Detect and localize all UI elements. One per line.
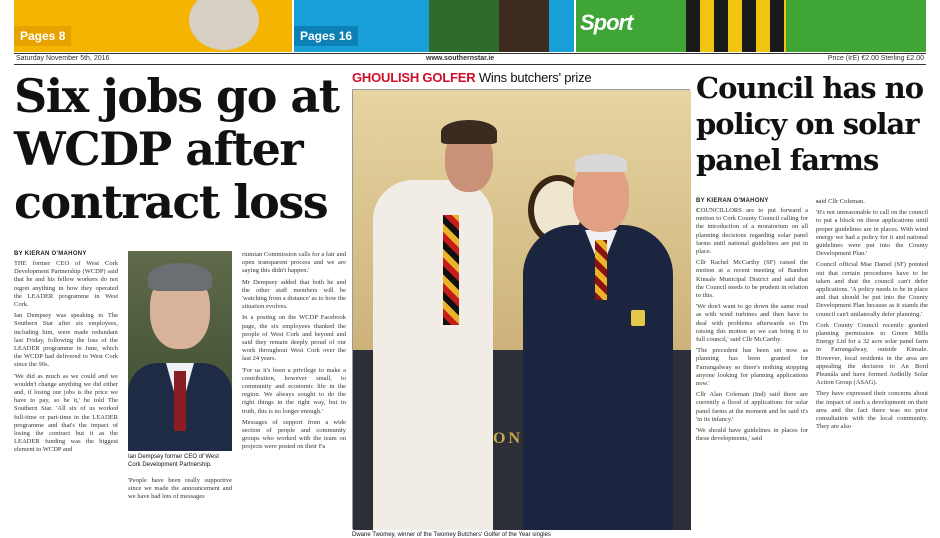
left-byline: BY KIERAN O'MAHONY — [14, 251, 87, 257]
ian-photo-caption: Ian Dempsey former CEO of West Cork Development Partnership. — [128, 454, 219, 468]
left-c3-para-1: riumian Commission calls for a fair and open transparent process and we are saying this didn't happen.' — [242, 251, 346, 275]
right-para-2: Cllr Rachel McCarthy (SF) raised the motion at a recent meeting of Bandon Kinsale Municipal District and said that the Council needs to be prudent in relation to this. — [696, 259, 808, 300]
left-headline[interactable]: Six jobs go at WCDP after contract loss — [14, 69, 339, 229]
right-c2-para-2: 'It's not unreasonable to call on the council to put a block on these applications until proper guidelines are in places. With wind energy we had a policy for it and national guidelines were put into the County Development Plan.' — [816, 209, 928, 258]
right-para-1: COUNCILLORS are to put forward a motion to Cork County Council calling for the introduction of a moratorium on all planning decisions regarding solar panel farms until national guidelines are put in place. — [696, 207, 808, 256]
right-story-col-2 — [816, 198, 928, 434]
golfer-photo[interactable] — [352, 89, 690, 529]
left-story — [14, 69, 346, 501]
left-para-2: Ian Dempsey was speaking to The Southern Star after six employees, including him, were made redundant last Friday, following the loss of the LEADER programme in June, which the WCDP had delivered to West Cork since the 90s. — [14, 312, 118, 369]
price: Price (IrE) €2.00 Sterling £2.00 — [827, 55, 924, 62]
right-story-col-1 — [696, 198, 808, 446]
right-c2-para-3: Council official Mae Daniel (SF) pointed out that certain procedures have to be taken and that the council can't defer applications. 'A policy needs to be in place and that should be put into the County Development Plan because as it stands the council can't unilaterally defer planning.' — [816, 261, 928, 318]
sport-label: Sport — [580, 10, 633, 35]
right-story — [696, 70, 928, 443]
issue-date: Saturday November 5th, 2016 — [16, 55, 110, 62]
right-para-4: 'The precedent has been set now as planning has been granted for Farrangalway so there's nothing stopping anyone looking for planning applications now.' — [696, 347, 808, 388]
ian-dempsey-photo — [128, 251, 232, 451]
right-c2-para-5: They have expressed their concerns about the impact of such a development on their area and the fact there was no prior consultation with the local community. They are also — [816, 390, 928, 431]
left-c3-para-5: Messages of support from a wide section of people and community groups who worked with the team on projects were posted on their Fa — [242, 418, 346, 451]
promo-mid-image-2 — [499, 0, 549, 52]
right-c2-para-4: Cork County Council recently granted planning permission to Green Mills Energy Ltd for a 32 acre solar panel farm in Farrangalway, outside Kinsale. However, local residents in the area are appealing the decision to An Bord Pleanála and have formed Ardkilly Solar Action Group (ASAG). — [816, 321, 928, 387]
promo-left-tag: Pages 8 — [14, 26, 71, 46]
left-c3-para-3: In a posting on the WCDP Facebook page, the six employees thanked the people of West Cork and beyond and said they remain deeply proud of our work throughout West Cork over the last 24 years. — [242, 314, 346, 363]
right-para-5: Cllr Alan Coleman (Ind) said there are currently a flood of applications for solar panel farms at the moment and he said it's 'in its infancy.' — [696, 391, 808, 423]
mid-kicker: GHOULISH GOLFER — [352, 70, 476, 85]
mid-headline-text: Wins butchers' prize — [478, 70, 592, 85]
golfer-caption: Dwane Twomey, winner of the Twomey Butchers' Golfer of the Year singles — [352, 532, 551, 538]
left-under-photo: 'People have been really supportive since we made the announcement and we have had lots of messages — [128, 477, 232, 501]
promo-left[interactable] — [14, 0, 292, 52]
ian-photo-block — [128, 251, 232, 521]
promo-mid-tag: Pages 16 — [294, 26, 358, 46]
backdrop-text: ON — [493, 430, 523, 447]
promo-sport[interactable] — [576, 0, 926, 52]
left-story-col-3 — [242, 251, 346, 455]
left-c3-para-2: Mr Dempsey added that both he and the other staff members will be 'watching from a distance' as to how the situation evolves. — [242, 278, 346, 311]
right-para-6: 'We should have guidelines in places for these developments,' said — [696, 427, 808, 443]
promo-strip — [0, 0, 940, 52]
right-c2-para-1: said Cllr Coleman. — [816, 198, 865, 205]
left-para-3: 'We did as much as we could and we wouldn't change anything we did either and, if losing our jobs is the price we have to pay, so be it,' he told The Southern Star. 'All six of us worked full-time or part-time in the LEADER programme and that's the impact of losing the contract but it as the LEADER funding was the biggest element to WCDP and — [14, 372, 118, 454]
right-headline[interactable]: Council has no policy on solar panel farms — [696, 71, 924, 177]
right-byline: BY KIERAN O'MAHONY — [696, 198, 769, 204]
left-c3-para-4: 'For us it's been a privilege to make a contribution, however small, to community and economic life in the region. We always sought to do the right things in the right way, but in truth, this is no longer enough.' — [242, 366, 346, 415]
blazer-crest — [631, 310, 645, 326]
promo-left-image — [189, 0, 259, 50]
left-story-col-1 — [14, 251, 118, 458]
mid-headline[interactable] — [352, 70, 690, 85]
right-para-3: 'We don't want to go down the same road as with wind turbines and then have to deal with problems afterwards so I'm raising this motion so we can bring it to full council,' said Cllr McCarthy. — [696, 303, 808, 344]
left-para-1: THE former CEO of West Cork Development Partnership (WCDP) said that he and his fellow workers do not regret anything in how they operated the LEADER programme in West Cork. — [14, 260, 118, 309]
promo-sport-image — [686, 0, 786, 52]
promo-mid-image — [429, 0, 509, 52]
dateline — [14, 53, 926, 65]
promo-mid[interactable] — [294, 0, 574, 52]
mid-story — [352, 70, 690, 538]
site-url[interactable]: www.southernstar.ie — [426, 55, 495, 62]
